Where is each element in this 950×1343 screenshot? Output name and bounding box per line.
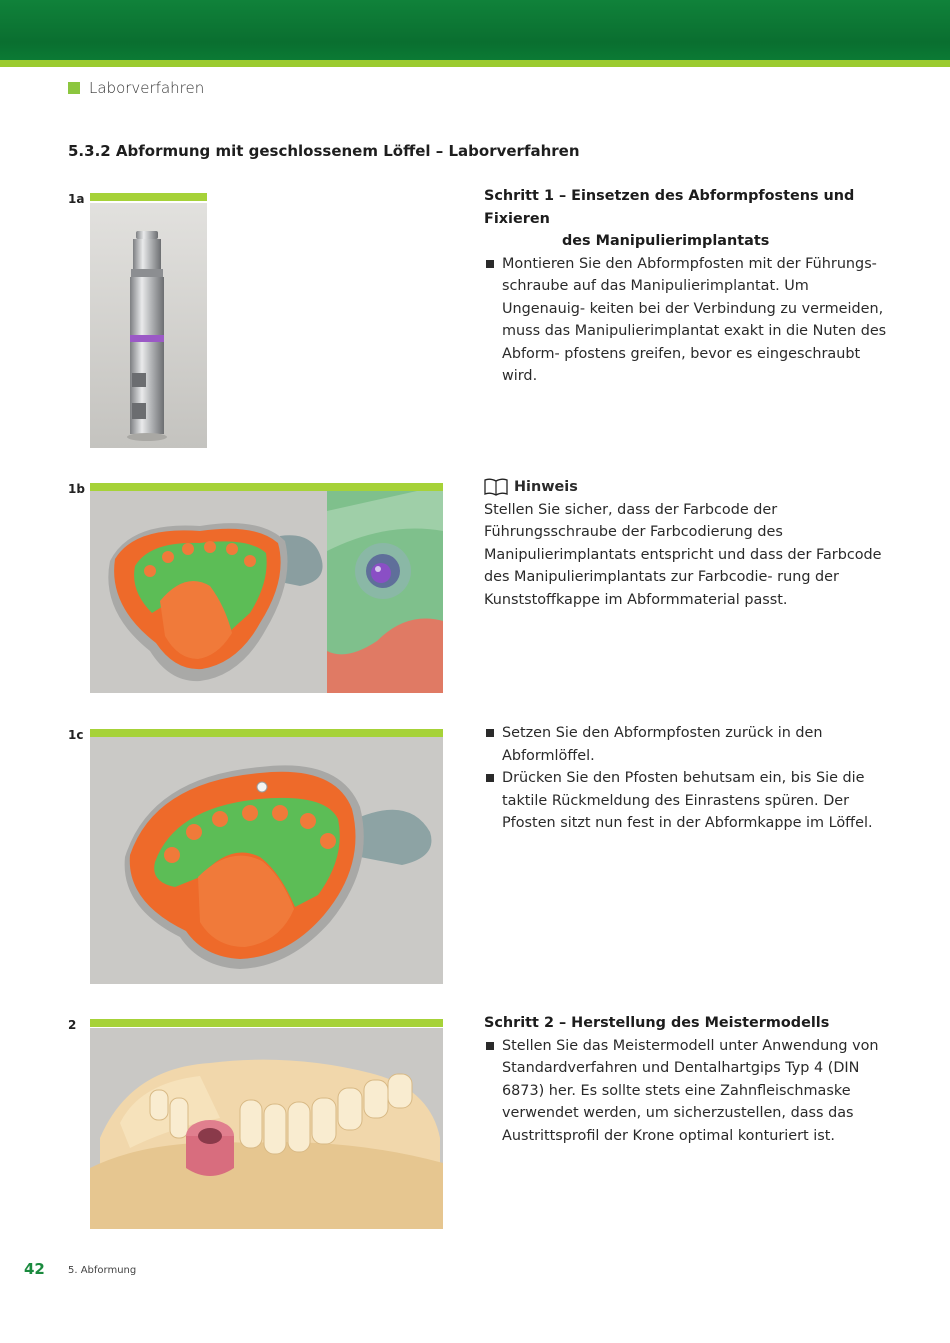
photo-master-model [90, 1028, 443, 1229]
step1c-bullet-1: Setzen Sie den Abformpfosten zurück in den Abformlöffel. [484, 722, 894, 767]
hint-text: Stellen Sie sicher, dass der Farbcode der Führungsschraube der Farbcodierung des Manipulierimplantats entspricht und dass der Farbcode des Manipulierimplantats zur Farbcodie- rung der Kunststoffkappe im Abformmaterial passt. [484, 501, 882, 608]
figure-label-1b: 1b [68, 482, 85, 496]
step1-title [484, 185, 894, 253]
figure-label-2: 2 [68, 1018, 77, 1032]
step2-bullet-1: Stellen Sie das Meistermodell unter Anwendung von Standardverfahren und Dentalhartgips Typ 4 (DIN 6873) her. Es sollte stets eine Zahnfleischmaske verwendet werden, um sicherzustellen, dass das Austrittsprofil der Krone optimal konturiert ist. [484, 1035, 894, 1148]
photo-impression-post [90, 203, 207, 448]
step1c-bullet-2: Drücken Sie den Pfosten behutsam ein, bis Sie die taktile Rückmeldung des Einrastens spüren. Der Pfosten sitzt nun fest in der Abformkappe im Löffel. [484, 767, 894, 835]
photo-impression-tray [90, 491, 327, 693]
section-label [68, 78, 204, 98]
header-stripe [0, 60, 950, 67]
step1-bullets [484, 253, 894, 388]
step1-title-line1: Schritt 1 – Einsetzen des Abformpfostens und Fixieren [484, 188, 855, 227]
book-icon [484, 478, 508, 496]
section-label-text: Laborverfahren [89, 79, 205, 97]
step2-title: Schritt 2 – Herstellung des Meistermodells [484, 1015, 830, 1031]
figure-bar-1b [90, 483, 443, 491]
hint-title: Hinweis [514, 479, 578, 495]
step1-bullet-1: Montieren Sie den Abformpfosten mit der Führungs- schraube auf das Manipulierimplantat. Um Ungenauig- keiten bei der Verbindung zu vermeiden, muss das Manipulierimplantat exakt in die Nuten des Abform- pfostens greifen, bevor es eingeschraubt wird. [484, 253, 894, 388]
step1-title-line2: des Manipulierimplantats [562, 233, 770, 249]
figure-bar-2 [90, 1019, 443, 1027]
step1-block [484, 185, 894, 388]
photo-impression-closeup [327, 491, 443, 693]
photo-post-in-tray [90, 737, 443, 984]
hint-heading [484, 476, 894, 499]
figure-bar-1c [90, 729, 443, 737]
page-number: 42 [24, 1260, 45, 1278]
header-band [0, 0, 950, 60]
section-square-icon [68, 82, 80, 94]
hint-block [484, 476, 894, 611]
footer-chapter: 5. Abformung [68, 1265, 137, 1276]
figure-label-1a: 1a [68, 192, 85, 206]
step1c-bullets [484, 722, 894, 835]
step2-bullets [484, 1035, 894, 1148]
step1c-block [484, 722, 894, 835]
step2-block [484, 1012, 894, 1147]
page-title: 5.3.2 Abformung mit geschlossenem Löffel – Laborverfahren [68, 142, 580, 160]
figure-bar-1a [90, 193, 207, 201]
figure-label-1c: 1c [68, 728, 84, 742]
